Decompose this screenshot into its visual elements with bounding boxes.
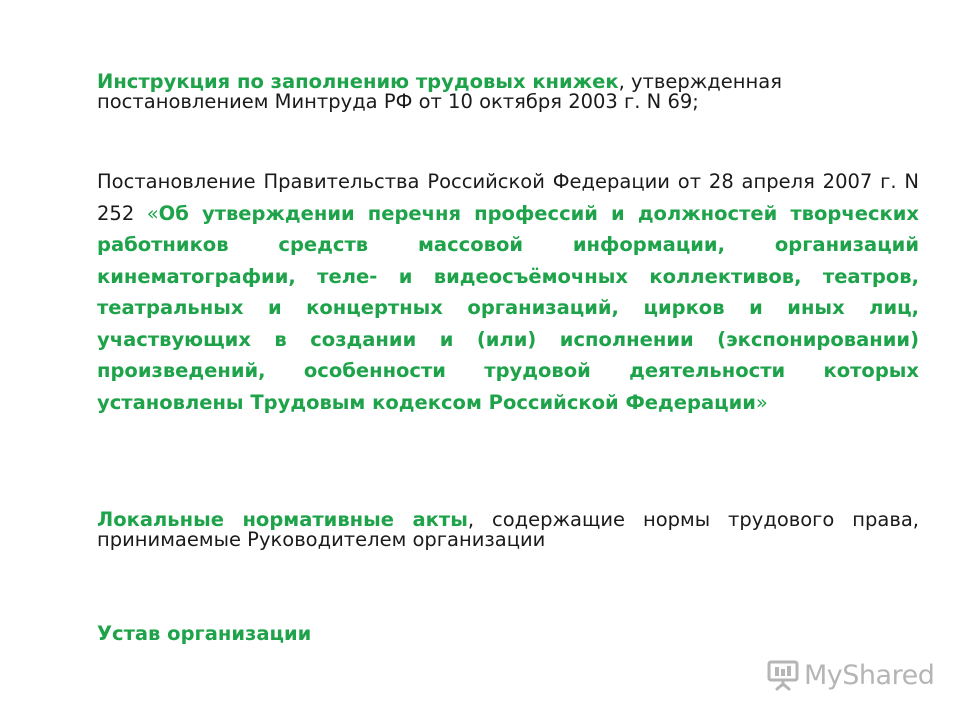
- paragraph-text: Постановление Правительства Российской Федерации от 28 апреля 2007 г. N 252: [97, 170, 919, 225]
- paragraph-labor-books-instruction: [97, 72, 919, 112]
- paragraph-title: Об утверждении перечня профессий и должностей творческих работников средств массовой информации, организаций кинематографии, теле- и видеосъёмочных коллективов, театров, театральных и концертных организаций, цирков и иных лиц, участвующих в создании и (или) исполнении (экспонировании) произведений, особенности трудовой деятельности которых установлены Трудовым кодексом Российской Федерации: [97, 201, 920, 414]
- paragraph-charter: [97, 622, 919, 646]
- open-quote: «: [146, 201, 159, 225]
- presentation-board-icon: [766, 658, 800, 692]
- paragraph-text: , утвержденная постановлением Минтруда РФ от 10 октября 2003 г. N 69;: [97, 70, 782, 113]
- paragraph-text: , содержащие нормы трудового права, принимаемые Руководителем организации: [97, 508, 919, 551]
- paragraph-title: Инструкция по заполнению трудовых книжек: [97, 70, 619, 93]
- paragraph-title: Устав организации: [97, 622, 312, 645]
- close-quote: »: [755, 390, 768, 414]
- watermark-logo: [766, 655, 934, 695]
- paragraph-title: Локальные нормативные акты: [97, 508, 468, 531]
- watermark-text: MyShared: [804, 659, 935, 691]
- paragraph-local-regulations: [97, 510, 919, 550]
- paragraph-government-decree: [97, 166, 919, 418]
